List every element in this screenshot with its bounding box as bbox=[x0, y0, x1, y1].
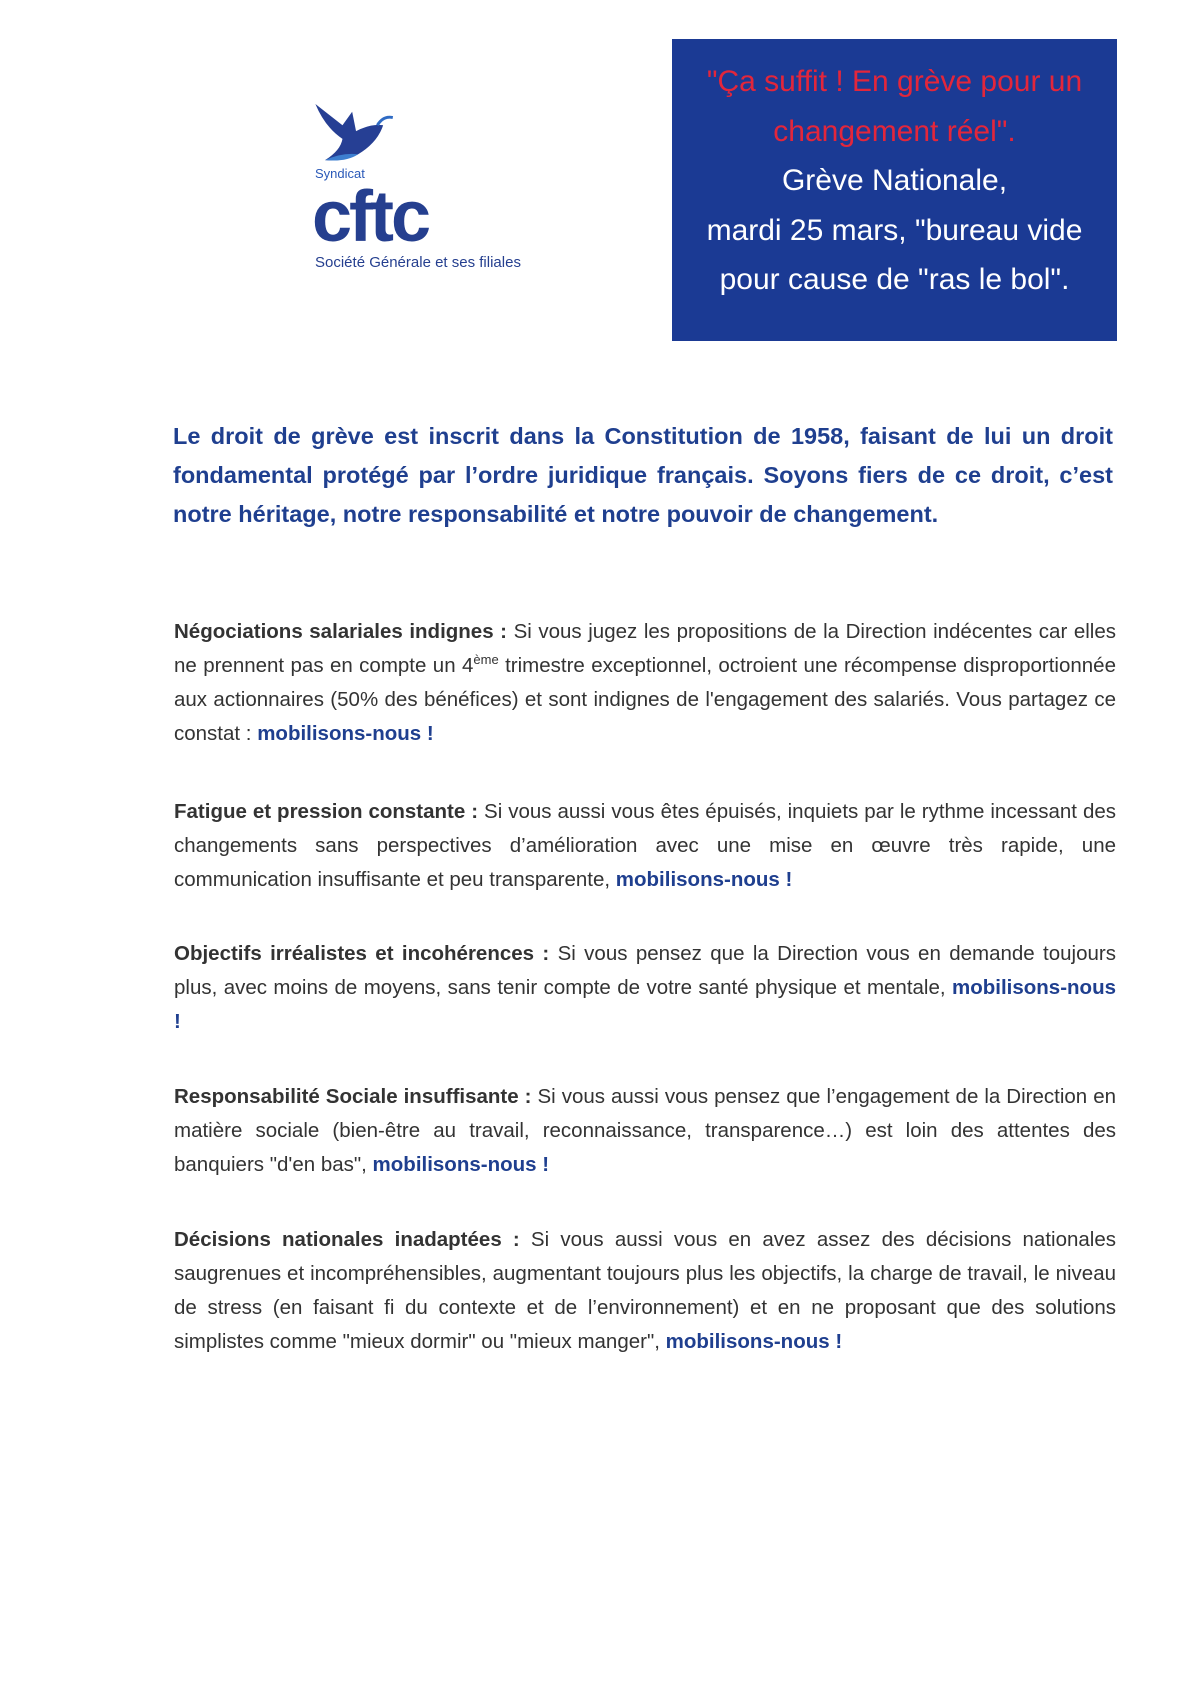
banner-line-4: mardi 25 mars, "bureau vide bbox=[706, 213, 1083, 247]
banner-slogan-2: changement réel". bbox=[773, 114, 1016, 148]
paragraph-text: Si vous pensez que la Direction vous en demande toujours plus, avec moins de moyens, sans tenir compte de votre santé physique et mentale, bbox=[174, 942, 1116, 999]
call-to-action: mobilisons-nous ! bbox=[257, 722, 434, 745]
paragraph-text: Si vous aussi vous êtes épuisés, inquiets par le rythme incessant des changements sans perspectives d’amélioration avec une mise en œuvre très rapide, une communication insuffisante et peu transparente, bbox=[174, 800, 1116, 891]
paragraph-objectives bbox=[174, 937, 1116, 1039]
intro-paragraph: Le droit de grève est inscrit dans la Constitution de 1958, faisant de lui un droit fondamental protégé par l’ordre juridique français. Soyons fiers de ce droit, c’est notre héritage, notre responsabilité et notre pouvoir de changement. bbox=[173, 423, 1113, 527]
strike-banner bbox=[672, 39, 1117, 341]
call-to-action: mobilisons-nous ! bbox=[372, 1153, 550, 1176]
banner-line-5: pour cause de "ras le bol". bbox=[719, 263, 1070, 296]
dove-icon bbox=[312, 104, 402, 164]
cftc-logo bbox=[312, 104, 552, 272]
logo-syndicat: Syndicat bbox=[315, 166, 365, 181]
paragraph-title: Fatigue et pression constante : bbox=[174, 800, 479, 823]
paragraph-social bbox=[174, 1080, 1116, 1182]
paragraph-text: Si vous jugez les propositions de la Direction indécentes car elles ne prennent pas en compte un 4 bbox=[174, 620, 1117, 677]
paragraph-salary bbox=[174, 615, 1116, 751]
banner-line-3: Grève Nationale, bbox=[781, 164, 1008, 197]
paragraph-fatigue bbox=[174, 795, 1116, 897]
call-to-action: mobilisons-nous ! bbox=[665, 1330, 843, 1353]
call-to-action: mobilisons-nous ! bbox=[174, 976, 1116, 1033]
logo-subtitle: Société Générale et ses filiales bbox=[315, 254, 521, 271]
paragraph-title: Objectifs irréalistes et incohérences : bbox=[174, 942, 550, 965]
paragraph-title: Responsabilité Sociale insuffisante : bbox=[174, 1085, 532, 1108]
paragraph-text: trimestre exceptionnel, octroient une récompense disproportionnée aux actionnaires (50% des bénéfices) et sont indignes de l'engagement des salariés. Vous partagez ce constat : bbox=[174, 654, 1116, 745]
call-to-action: mobilisons-nous ! bbox=[615, 868, 793, 891]
logo-name: cftc bbox=[312, 177, 429, 257]
superscript: ème bbox=[473, 652, 499, 668]
paragraph-text: Si vous aussi vous pensez que l’engagement de la Direction en matière sociale (bien-être au travail, reconnaissance, transparence…) est loin des attentes des banquiers "d'en bas", bbox=[174, 1085, 1116, 1176]
paragraph-title: Décisions nationales inadaptées : bbox=[174, 1228, 520, 1251]
paragraph-decisions bbox=[174, 1223, 1116, 1359]
banner-slogan-1: "Ça suffit ! En grève pour un bbox=[706, 65, 1083, 98]
paragraph-text: Si vous aussi vous en avez assez des décisions nationales saugrenues et incompréhensibles, augmentant toujours plus les objectifs, la charge de travail, le niveau de stress (en faisant fi du contexte et de l’environnement) et en ne proposant que des solutions simplistes comme "mieux dormir" ou "mieux manger", bbox=[174, 1228, 1116, 1353]
paragraph-title: Négociations salariales indignes : bbox=[174, 620, 508, 643]
